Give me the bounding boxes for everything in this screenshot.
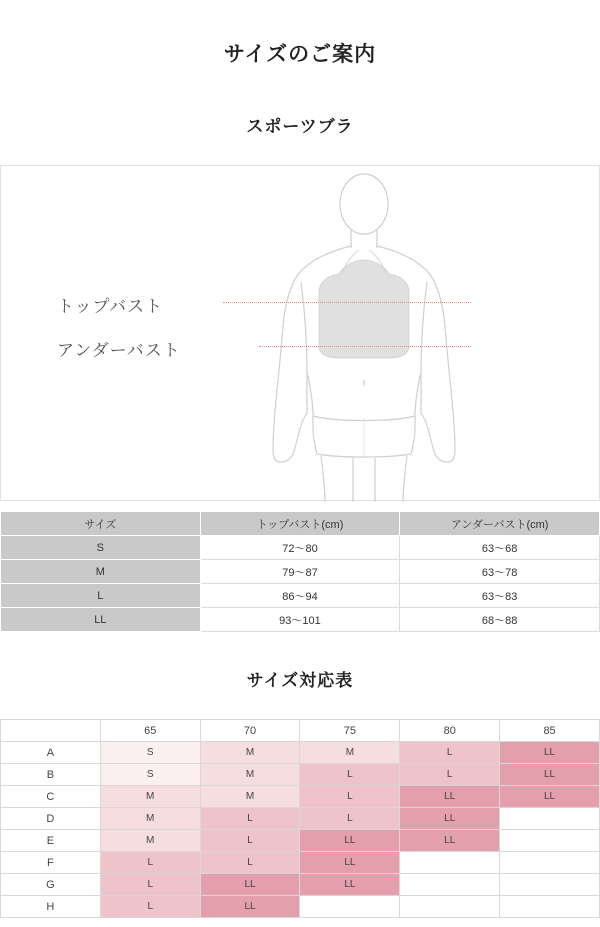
cell-under-bust: 63〜83 bbox=[400, 584, 600, 608]
cell-top-bust: 72〜80 bbox=[200, 536, 400, 560]
matrix-cell: LL bbox=[300, 852, 400, 874]
matrix-cell: S bbox=[100, 764, 200, 786]
matrix-cell: LL bbox=[400, 808, 500, 830]
matrix-cell: L bbox=[300, 764, 400, 786]
matrix-cell: M bbox=[100, 808, 200, 830]
matrix-row bbox=[1, 896, 600, 918]
cell-size: LL bbox=[1, 608, 201, 632]
matrix-row-label: D bbox=[1, 808, 101, 830]
table-row bbox=[1, 584, 600, 608]
matrix-corner-cell bbox=[1, 720, 101, 742]
under-bust-label: アンダーバスト bbox=[57, 341, 181, 360]
matrix-cell: L bbox=[200, 852, 300, 874]
matrix-row bbox=[1, 742, 600, 764]
page-title: サイズのご案内 bbox=[223, 43, 377, 66]
matrix-cell bbox=[400, 874, 500, 896]
matrix-cell bbox=[300, 896, 400, 918]
matrix-cell: L bbox=[300, 786, 400, 808]
matrix-cell: M bbox=[200, 742, 300, 764]
cell-size: L bbox=[1, 584, 201, 608]
measurement-figure bbox=[0, 165, 600, 501]
product-subtitle: スポーツブラ bbox=[246, 117, 354, 136]
matrix-row-label: C bbox=[1, 786, 101, 808]
matrix-cell: LL bbox=[500, 764, 600, 786]
matrix-cell: LL bbox=[200, 874, 300, 896]
matrix-cell bbox=[500, 896, 600, 918]
matrix-row-label: B bbox=[1, 764, 101, 786]
matrix-header-row bbox=[1, 720, 600, 742]
cell-top-bust: 86〜94 bbox=[200, 584, 400, 608]
body-illustration bbox=[1, 166, 600, 502]
matrix-col-65: 65 bbox=[100, 720, 200, 742]
top-bust-label: トップバスト bbox=[57, 297, 164, 316]
cell-top-bust: 93〜101 bbox=[200, 608, 400, 632]
matrix-cell bbox=[400, 852, 500, 874]
matrix-cell: LL bbox=[200, 896, 300, 918]
matrix-cell: LL bbox=[300, 830, 400, 852]
matrix-row bbox=[1, 808, 600, 830]
matrix-cell: L bbox=[200, 830, 300, 852]
matrix-row-label: H bbox=[1, 896, 101, 918]
matrix-cell: LL bbox=[500, 742, 600, 764]
matrix-cell: L bbox=[100, 896, 200, 918]
header-size: サイズ bbox=[1, 512, 201, 536]
cell-top-bust: 79〜87 bbox=[200, 560, 400, 584]
matrix-cell: M bbox=[100, 786, 200, 808]
matrix-row-label: A bbox=[1, 742, 101, 764]
matrix-row-label: F bbox=[1, 852, 101, 874]
top-bust-dotted-line bbox=[223, 302, 471, 303]
cell-under-bust: 63〜68 bbox=[400, 536, 600, 560]
cell-under-bust: 63〜78 bbox=[400, 560, 600, 584]
size-correspondence-matrix bbox=[0, 719, 600, 918]
cell-size: S bbox=[1, 536, 201, 560]
table-row bbox=[1, 608, 600, 632]
cell-under-bust: 68〜88 bbox=[400, 608, 600, 632]
matrix-cell: M bbox=[300, 742, 400, 764]
table-row bbox=[1, 536, 600, 560]
table-header-row bbox=[1, 512, 600, 536]
matrix-cell: L bbox=[100, 874, 200, 896]
table-row bbox=[1, 560, 600, 584]
matrix-cell: M bbox=[200, 786, 300, 808]
matrix-row bbox=[1, 852, 600, 874]
matrix-cell: L bbox=[200, 808, 300, 830]
matrix-cell bbox=[500, 852, 600, 874]
matrix-cell: LL bbox=[400, 830, 500, 852]
matrix-cell: L bbox=[300, 808, 400, 830]
matrix-cell bbox=[500, 874, 600, 896]
matrix-cell: M bbox=[200, 764, 300, 786]
matrix-cell: L bbox=[100, 852, 200, 874]
matrix-row-label: G bbox=[1, 874, 101, 896]
cell-size: M bbox=[1, 560, 201, 584]
matrix-col-85: 85 bbox=[500, 720, 600, 742]
size-measurement-table bbox=[0, 511, 600, 632]
header-top-bust: トップバスト(cm) bbox=[200, 512, 400, 536]
matrix-cell bbox=[500, 808, 600, 830]
matrix-row bbox=[1, 830, 600, 852]
matrix-cell bbox=[400, 896, 500, 918]
header-under-bust: アンダーバスト(cm) bbox=[400, 512, 600, 536]
matrix-col-80: 80 bbox=[400, 720, 500, 742]
matrix-row bbox=[1, 786, 600, 808]
matrix-cell: LL bbox=[400, 786, 500, 808]
matrix-body bbox=[1, 742, 600, 918]
matrix-col-70: 70 bbox=[200, 720, 300, 742]
under-bust-dotted-line bbox=[259, 346, 471, 347]
matrix-cell: LL bbox=[300, 874, 400, 896]
chart-title: サイズ対応表 bbox=[246, 671, 354, 690]
size-table-body bbox=[1, 536, 600, 632]
matrix-row-label: E bbox=[1, 830, 101, 852]
matrix-cell: LL bbox=[500, 786, 600, 808]
matrix-cell: L bbox=[400, 742, 500, 764]
matrix-row bbox=[1, 764, 600, 786]
matrix-col-75: 75 bbox=[300, 720, 400, 742]
matrix-cell: L bbox=[400, 764, 500, 786]
matrix-row bbox=[1, 874, 600, 896]
matrix-cell: M bbox=[100, 830, 200, 852]
matrix-cell: S bbox=[100, 742, 200, 764]
matrix-cell bbox=[500, 830, 600, 852]
